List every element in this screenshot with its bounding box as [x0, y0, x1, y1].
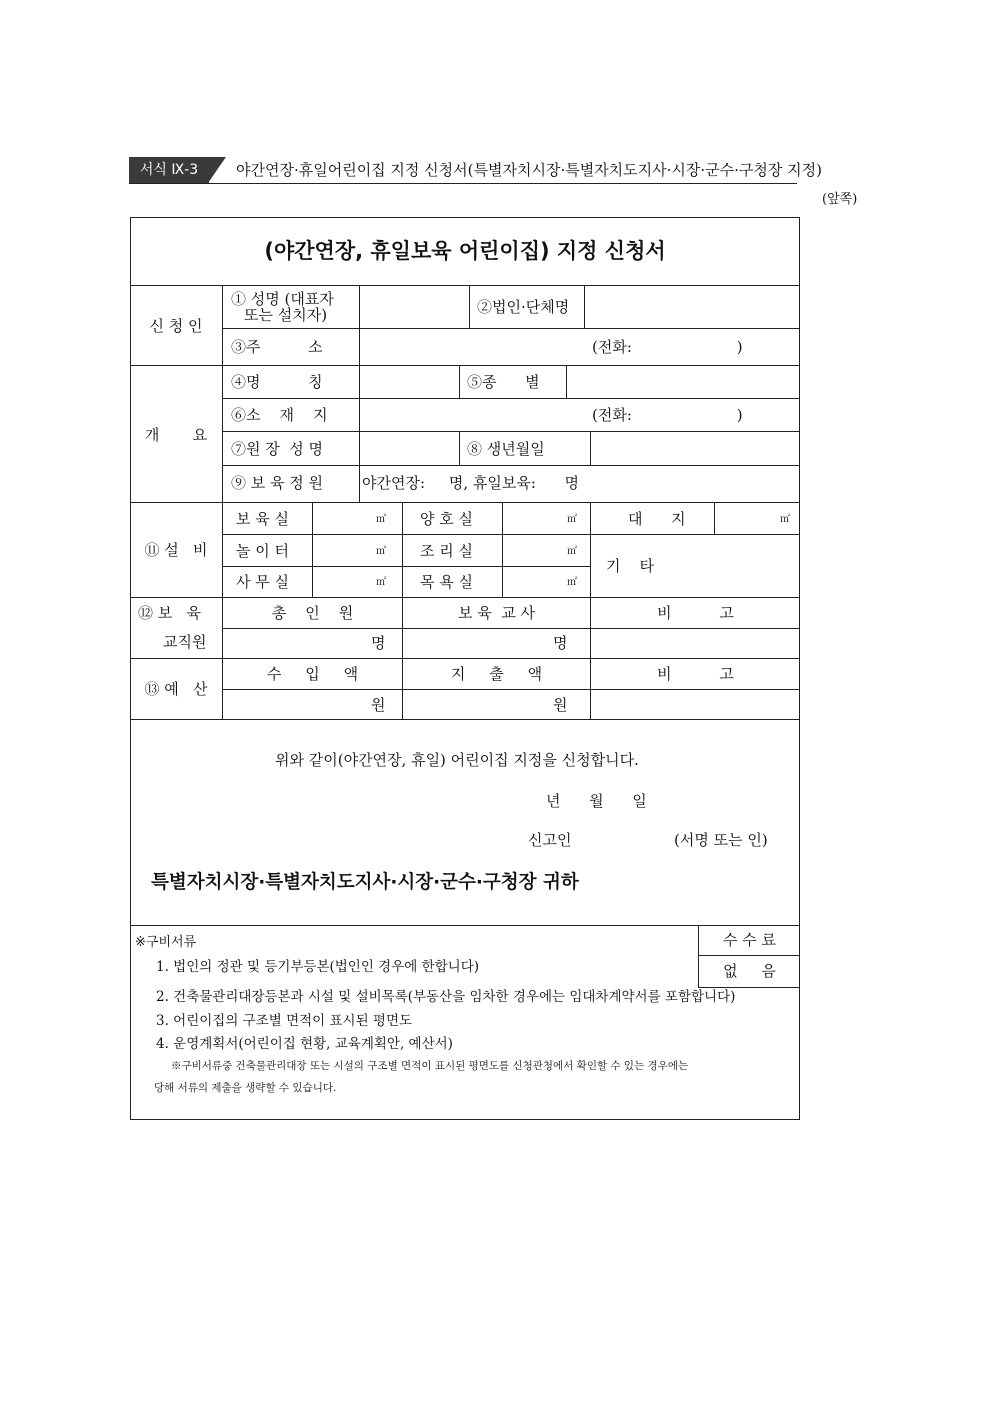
divider — [223, 628, 800, 629]
document-item-2: 2. 건축물관리대장등본과 시설 및 설비목록(부동산을 임차한 경우에는 임대차계약서를 포함합니다) — [156, 989, 736, 1005]
land-unit: ㎡ — [780, 514, 790, 525]
signature-hint[interactable]: (서명 또는 인) — [674, 831, 768, 849]
capacity-label: ⑨ 보 육 정 원 — [231, 474, 324, 492]
expense-header: 지 출 액 — [450, 665, 543, 683]
bath-room-unit: ㎡ — [567, 577, 577, 588]
facility-name-field[interactable] — [360, 366, 459, 398]
kitchen-unit: ㎡ — [567, 546, 577, 557]
expense-unit[interactable]: 원 — [553, 696, 568, 714]
form-title: (야간연장, 휴일보육 어린이집) 지정 신청서 — [264, 239, 666, 263]
nursery-room-unit: ㎡ — [376, 514, 386, 525]
nursery-room-label: 보 육 실 — [236, 510, 290, 528]
facilities-section-label: ⑪ 설 비 — [144, 541, 208, 559]
divider — [223, 465, 800, 466]
form-code-tag-tail — [208, 157, 226, 183]
declaration-text: 위와 같이(야간연장, 휴일) 어린이집 지정을 신청합니다. — [275, 751, 639, 769]
overview-section-label: 개 요 — [144, 426, 208, 444]
bath-room-label: 목 욕 실 — [420, 573, 474, 591]
divider — [223, 689, 800, 690]
divider — [130, 719, 800, 720]
divider — [130, 597, 800, 598]
facility-type-label: ⑤종 별 — [467, 373, 540, 391]
director-name-field[interactable] — [360, 432, 459, 465]
care-room-label: 양 호 실 — [420, 510, 474, 528]
form-code-tag: 서식 Ⅸ-3 — [129, 157, 209, 183]
divider — [459, 431, 460, 465]
name-label-line1: ① 성명 (대표자 — [231, 290, 334, 308]
etc-label: 기 타 — [606, 557, 655, 575]
name-label-line2: 또는 설치자) — [244, 306, 328, 324]
divider — [130, 925, 800, 926]
header-underline — [129, 183, 797, 184]
staff-teachers-header: 보 육 교 사 — [457, 604, 536, 622]
care-room-unit: ㎡ — [567, 514, 577, 525]
birth-date-field[interactable] — [591, 432, 800, 465]
office-label: 사 무 실 — [236, 573, 290, 591]
playground-label: 놀 이 터 — [236, 542, 290, 560]
address-label: ③주 소 — [231, 338, 323, 356]
document-item-4: 4. 운영계획서(어린이집 현황, 교육계획안, 예산서) — [156, 1036, 453, 1052]
staff-section-label-line1: ⑫ 보 육 — [138, 604, 202, 622]
divider — [223, 566, 590, 567]
fee-label: 수 수 료 — [722, 931, 776, 949]
divider — [698, 955, 800, 956]
capacity-value[interactable]: 야간연장: 명, 휴일보육: 명 — [362, 474, 579, 492]
facility-type-field[interactable] — [567, 366, 800, 398]
form-header-title: 야간연장·휴일어린이집 지정 신청서(특별자치시장·특별자치도지사·시장·군수·구청장 지정) — [236, 161, 822, 179]
divider — [312, 502, 313, 597]
location-phone-hint: (전화: ) — [592, 406, 743, 424]
location-label: ⑥소 재 지 — [231, 406, 328, 424]
staff-total-header: 총 인 원 — [271, 604, 354, 622]
applicant-section-label: 신 청 인 — [149, 317, 203, 335]
divider — [714, 502, 715, 534]
divider — [222, 285, 223, 719]
birth-date-label: ⑧ 생년월일 — [467, 440, 545, 458]
corp-name-field[interactable] — [585, 286, 800, 328]
facility-name-label: ④명 칭 — [231, 373, 323, 391]
addressee: 특별자치시장·특별자치도지사·시장·군수·구청장 귀하 — [151, 872, 579, 893]
documents-note-line1: ※구비서류중 건축물관리대장 또는 시설의 구조별 면적이 표시된 평면도를 신청관청에서 확인할 수 있는 경우에는 — [171, 1060, 689, 1072]
divider — [130, 502, 800, 503]
staff-remarks-header: 비 고 — [657, 604, 734, 622]
page-side-label: (앞쪽) — [822, 192, 858, 207]
date-line[interactable]: 년 월 일 — [546, 792, 647, 810]
director-label: ⑦원 장 성 명 — [231, 440, 324, 458]
applicant-line: 신고인 — [528, 831, 572, 849]
land-label: 대 지 — [628, 510, 686, 528]
documents-note-line2: 당해 서류의 제출을 생략할 수 있습니다. — [154, 1082, 337, 1094]
fee-value: 없 음 — [723, 962, 776, 980]
budget-section-label: ⑬ 예 산 — [144, 680, 208, 698]
income-header: 수 입 액 — [266, 665, 359, 683]
playground-unit: ㎡ — [376, 546, 386, 557]
staff-total-unit[interactable]: 명 — [371, 634, 386, 652]
staff-teachers-unit[interactable]: 명 — [553, 634, 568, 652]
corp-name-label: ②법인·단체명 — [477, 298, 570, 316]
document-item-1: 1. 법인의 정관 및 등기부등본(법인인 경우에 한합니다) — [156, 959, 480, 975]
kitchen-label: 조 리 실 — [420, 542, 474, 560]
budget-remarks-header: 비 고 — [657, 665, 734, 683]
income-unit[interactable]: 원 — [371, 696, 386, 714]
divider — [459, 365, 460, 398]
divider — [502, 502, 503, 597]
applicant-name-field[interactable] — [360, 286, 469, 328]
divider — [130, 658, 800, 659]
divider — [469, 285, 470, 328]
office-unit: ㎡ — [376, 577, 386, 588]
divider — [223, 534, 800, 535]
staff-section-label-line2: 교직원 — [163, 633, 207, 651]
documents-heading: ※구비서류 — [135, 935, 197, 950]
applicant-phone-hint: (전화: ) — [592, 338, 743, 356]
document-item-3: 3. 어린이집의 구조별 면적이 표시된 평면도 — [156, 1013, 413, 1029]
